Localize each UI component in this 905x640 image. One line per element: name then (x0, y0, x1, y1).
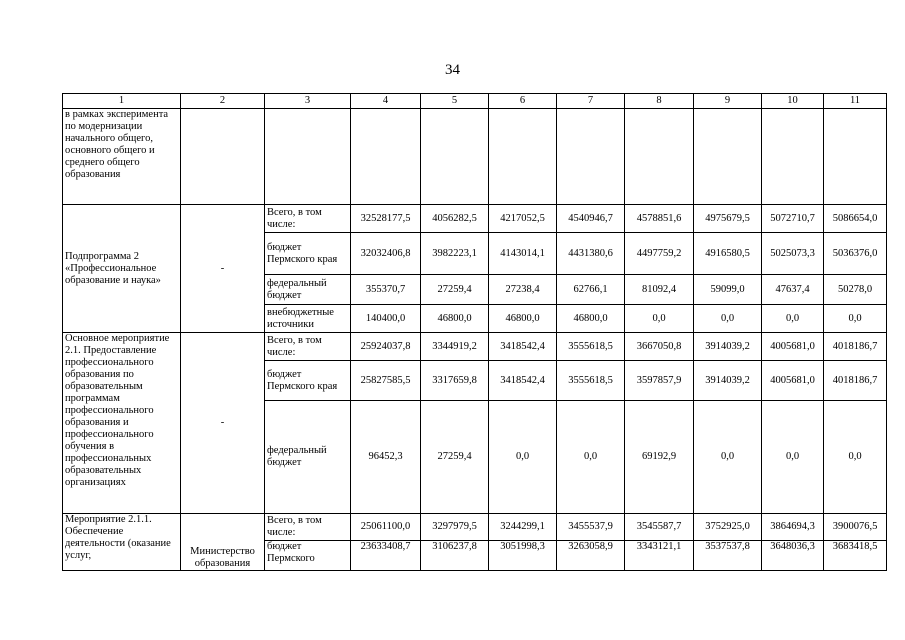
value-cell: 32032406,8 (351, 233, 421, 275)
value-cell: 4217052,5 (489, 205, 557, 233)
value-cell: 32528177,5 (351, 205, 421, 233)
value-cell: 25924037,8 (351, 333, 421, 361)
source-cell: бюджет Пермского края (265, 361, 351, 401)
value-cell: 69192,9 (625, 401, 694, 514)
value-cell (625, 109, 694, 205)
value-cell: 4005681,0 (762, 333, 824, 361)
table-row (63, 514, 887, 541)
value-cell: 3051998,3 (489, 541, 557, 571)
executor-cell: Министерство образования (181, 514, 265, 571)
value-cell: 27259,4 (421, 401, 489, 514)
value-cell: 81092,4 (625, 275, 694, 305)
header-cell: 7 (557, 94, 625, 109)
value-cell: 4056282,5 (421, 205, 489, 233)
value-cell: 3418542,4 (489, 361, 557, 401)
value-cell: 3982223,1 (421, 233, 489, 275)
value-cell: 3667050,8 (625, 333, 694, 361)
header-cell: 2 (181, 94, 265, 109)
value-cell: 0,0 (489, 401, 557, 514)
source-cell: федеральный бюджет (265, 401, 351, 514)
value-cell (694, 109, 762, 205)
executor-cell (181, 109, 265, 205)
value-cell: 3683418,5 (824, 541, 887, 571)
value-cell: 0,0 (762, 305, 824, 333)
value-cell: 25061100,0 (351, 514, 421, 541)
value-cell: 3900076,5 (824, 514, 887, 541)
value-cell: 4018186,7 (824, 333, 887, 361)
value-cell: 50278,0 (824, 275, 887, 305)
value-cell: 62766,1 (557, 275, 625, 305)
value-cell (351, 109, 421, 205)
value-cell: 0,0 (694, 305, 762, 333)
value-cell: 5025073,3 (762, 233, 824, 275)
value-cell: 0,0 (557, 401, 625, 514)
executor-cell: - (181, 205, 265, 333)
value-cell: 46800,0 (421, 305, 489, 333)
source-cell: бюджет Пермского (265, 541, 351, 571)
funding-table (62, 93, 887, 571)
value-cell: 4018186,7 (824, 361, 887, 401)
value-cell (762, 109, 824, 205)
value-cell: 4916580,5 (694, 233, 762, 275)
header-cell: 1 (63, 94, 181, 109)
header-cell: 11 (824, 94, 887, 109)
source-cell: Всего, в том числе: (265, 205, 351, 233)
source-cell: Всего, в том числе: (265, 514, 351, 541)
value-cell: 3597857,9 (625, 361, 694, 401)
measure-description: Мероприятие 2.1.1. Обеспечение деятельности (оказание услуг, (63, 514, 181, 571)
value-cell: 4975679,5 (694, 205, 762, 233)
source-cell: внебюджетные источники (265, 305, 351, 333)
value-cell: 27238,4 (489, 275, 557, 305)
table-row (63, 109, 887, 205)
value-cell: 0,0 (625, 305, 694, 333)
measure-description: в рамках эксперимента по модернизации начального общего, основного общего и среднего общего образования (63, 109, 181, 205)
value-cell (557, 109, 625, 205)
value-cell: 3914039,2 (694, 361, 762, 401)
value-cell: 5072710,7 (762, 205, 824, 233)
value-cell: 3555618,5 (557, 361, 625, 401)
source-cell: бюджет Пермского края (265, 233, 351, 275)
value-cell: 96452,3 (351, 401, 421, 514)
value-cell: 23633408,7 (351, 541, 421, 571)
value-cell: 3106237,8 (421, 541, 489, 571)
table-row (63, 205, 887, 233)
value-cell: 3648036,3 (762, 541, 824, 571)
value-cell: 3344919,2 (421, 333, 489, 361)
value-cell: 0,0 (824, 401, 887, 514)
header-cell: 3 (265, 94, 351, 109)
value-cell (421, 109, 489, 205)
value-cell: 59099,0 (694, 275, 762, 305)
value-cell: 4497759,2 (625, 233, 694, 275)
value-cell: 0,0 (824, 305, 887, 333)
measure-description: Основное мероприятие 2.1. Предоставление профессионального образования по образовательным программам профессионального образования и профессионального обучения в профессиональных образовательных организациях (63, 333, 181, 514)
value-cell: 4143014,1 (489, 233, 557, 275)
header-cell: 8 (625, 94, 694, 109)
source-cell: федеральный бюджет (265, 275, 351, 305)
value-cell: 3418542,4 (489, 333, 557, 361)
value-cell: 3537537,8 (694, 541, 762, 571)
value-cell: 3545587,7 (625, 514, 694, 541)
value-cell: 4540946,7 (557, 205, 625, 233)
value-cell: 3864694,3 (762, 514, 824, 541)
header-cell: 6 (489, 94, 557, 109)
value-cell: 4578851,6 (625, 205, 694, 233)
header-cell: 10 (762, 94, 824, 109)
header-cell: 9 (694, 94, 762, 109)
value-cell: 5086654,0 (824, 205, 887, 233)
value-cell: 3752925,0 (694, 514, 762, 541)
source-cell (265, 109, 351, 205)
value-cell: 46800,0 (489, 305, 557, 333)
executor-cell: - (181, 333, 265, 514)
value-cell: 3263058,9 (557, 541, 625, 571)
value-cell: 46800,0 (557, 305, 625, 333)
value-cell: 355370,7 (351, 275, 421, 305)
value-cell (824, 109, 887, 205)
value-cell: 140400,0 (351, 305, 421, 333)
value-cell: 0,0 (762, 401, 824, 514)
value-cell: 3914039,2 (694, 333, 762, 361)
value-cell (489, 109, 557, 205)
value-cell: 0,0 (694, 401, 762, 514)
value-cell: 3555618,5 (557, 333, 625, 361)
header-cell: 4 (351, 94, 421, 109)
measure-description: Подпрограмма 2 «Профессиональное образование и наука» (63, 205, 181, 333)
header-cell: 5 (421, 94, 489, 109)
header-row (63, 94, 887, 109)
value-cell: 3297979,5 (421, 514, 489, 541)
value-cell: 3455537,9 (557, 514, 625, 541)
value-cell: 25827585,5 (351, 361, 421, 401)
table-row (63, 333, 887, 361)
value-cell: 3244299,1 (489, 514, 557, 541)
value-cell: 5036376,0 (824, 233, 887, 275)
value-cell: 4431380,6 (557, 233, 625, 275)
value-cell: 4005681,0 (762, 361, 824, 401)
page-number: 34 (445, 62, 460, 78)
source-cell: Всего, в том числе: (265, 333, 351, 361)
value-cell: 27259,4 (421, 275, 489, 305)
value-cell: 3317659,8 (421, 361, 489, 401)
value-cell: 47637,4 (762, 275, 824, 305)
value-cell: 3343121,1 (625, 541, 694, 571)
